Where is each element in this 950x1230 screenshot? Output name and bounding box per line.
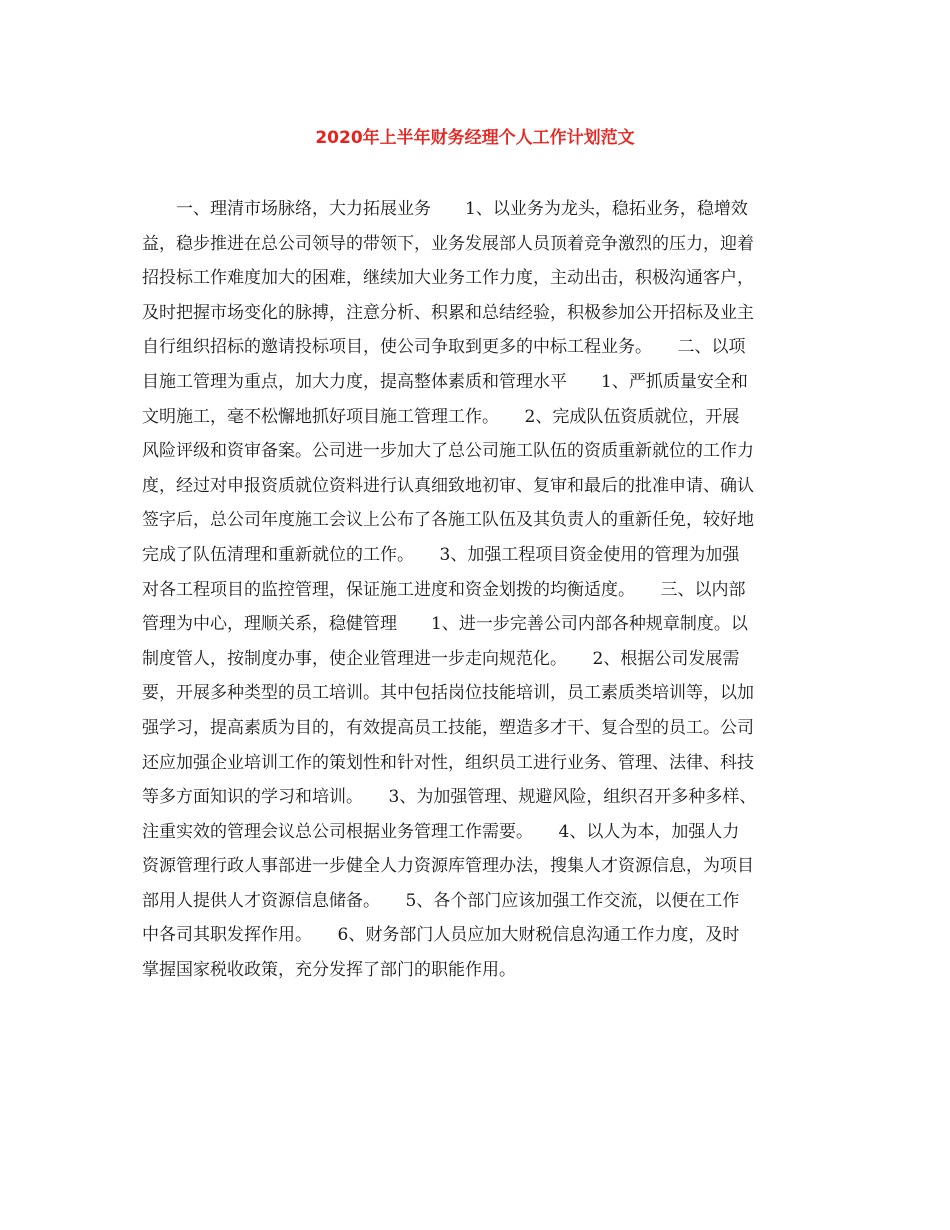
document-body: [142, 192, 822, 988]
body-line: 要，开展多种类型的员工培训。其中包括岗位技能培训，员工素质类培训等，以加: [142, 683, 754, 704]
body-line: 管理为中心，理顺关系，稳健管理 1、进一步完善公司内部各种规章制度。以: [142, 614, 748, 635]
body-line: 注重实效的管理会议总公司根据业务管理工作需要。 4、以人为本，加强人力: [142, 821, 740, 842]
body-line: 完成了队伍清理和重新就位的工作。 3、加强工程项目资金使用的管理为加强: [142, 544, 740, 565]
body-line: 制度管人，按制度办事，使企业管理进一步走向规范化。 2、根据公司发展需: [142, 648, 740, 669]
body-line: 还应加强企业培训工作的策划性和针对性，组织员工进行业务、管理、法律、科技: [142, 752, 754, 773]
body-line: 等多方面知识的学习和培训。 3、为加强管理、规避风险，组织召开多种多样、: [142, 787, 757, 808]
body-line: 部用人提供人才资源信息储备。 5、各个部门应该加强工作交流，以便在工作: [142, 890, 740, 911]
body-line: 掌握国家税收政策，充分发挥了部门的职能作用。: [142, 960, 516, 981]
body-line: 度，经过对申报资质就位资料进行认真细致地初审、复审和最后的批准申请、确认: [142, 475, 754, 496]
body-line: 一、理清市场脉络，大力拓展业务 1、以业务为龙头，稳拓业务，稳增效: [142, 199, 748, 219]
body-line: 强学习，提高素质为目的，有效提高员工技能，塑造多才干、复合型的员工。公司: [142, 717, 754, 738]
body-line: 资源管理行政人事部进一步健全人力资源库管理办法，搜集人才资源信息，为项目: [142, 856, 754, 877]
body-line: 招投标工作难度加大的困难，继续加大业务工作力度，主动出击，积极沟通客户，: [142, 268, 754, 289]
body-line: 对各工程项目的监控管理，保证施工进度和资金划拨的均衡适度。 三、以内部: [142, 579, 746, 600]
body-line: 目施工管理为重点，加大力度，提高整体素质和管理水平 1、严抓质量安全和: [142, 371, 748, 392]
document-title: 2020年上半年财务经理个人工作计划范文: [315, 128, 635, 148]
body-line: 风险评级和资审备案。公司进一步加大了总公司施工队伍的资质重新就位的工作力: [142, 441, 754, 462]
body-line: 自行组织招标的邀请投标项目，使公司争取到更多的中标工程业务。 二、以项: [142, 337, 746, 358]
body-line: 益，稳步推进在总公司领导的带领下，业务发展部人员顶着竞争激烈的压力，迎着: [142, 233, 754, 254]
body-line: 文明施工，毫不松懈地抓好项目施工管理工作。 2、完成队伍资质就位，开展: [142, 406, 740, 427]
body-line: 签字后，总公司年度施工会议上公布了各施工队伍及其负责人的重新任免，较好地: [142, 510, 754, 531]
body-line: 及时把握市场变化的脉搏，注意分析、积累和总结经验，积极参加公开招标及业主: [142, 302, 754, 323]
body-line: 中各司其职发挥作用。 6、财务部门人员应加大财税信息沟通工作力度，及时: [142, 925, 740, 946]
